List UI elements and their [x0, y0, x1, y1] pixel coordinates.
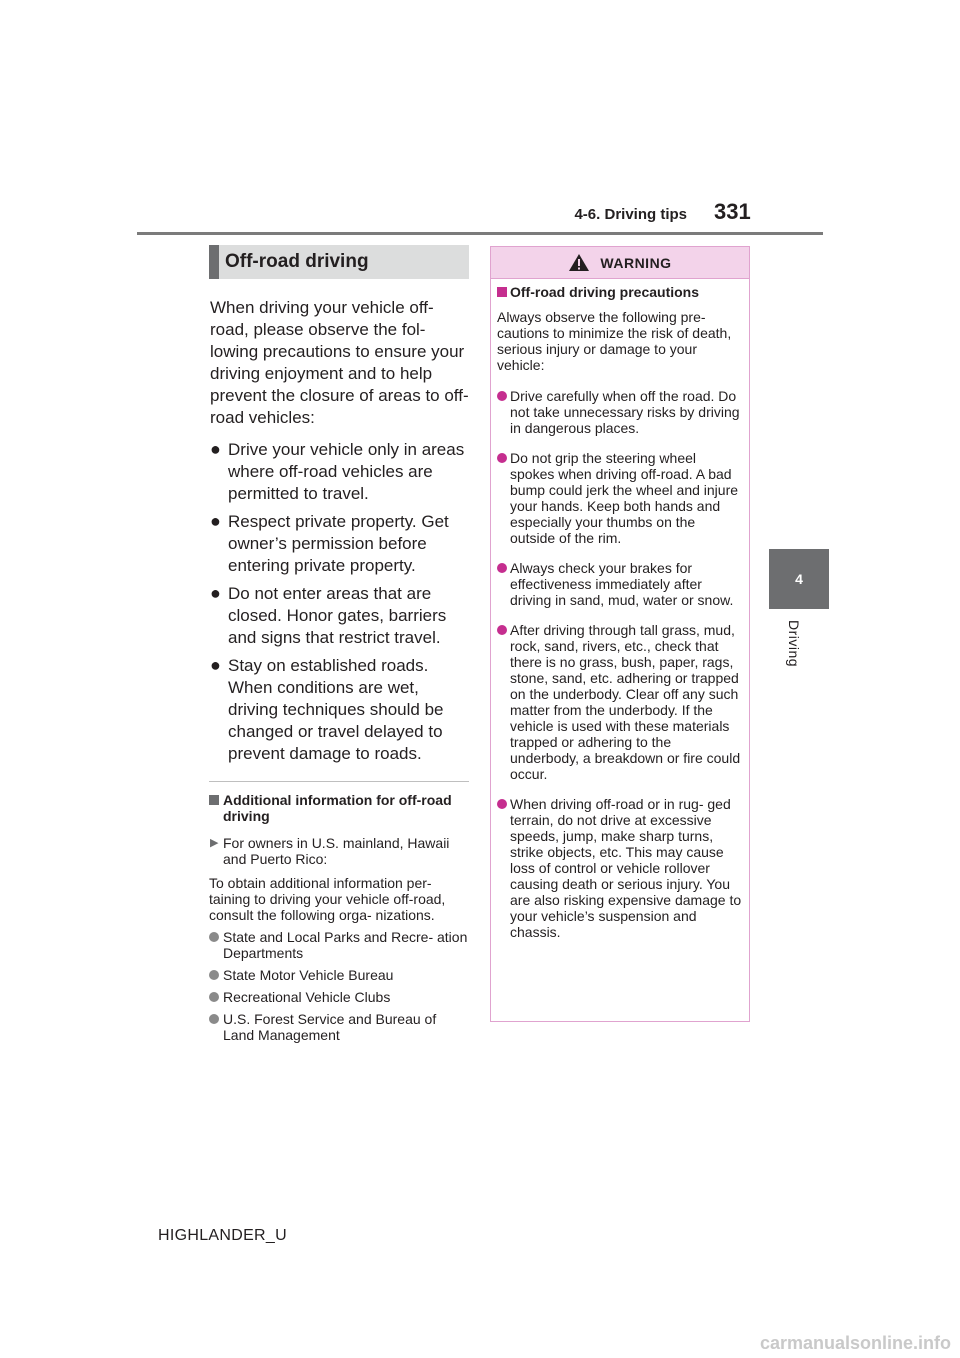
list-item-text: When driving off-road or in rug- ged terrain, do not drive at excessive speeds, jump, make sharp turns, strike objects, etc. This may cause loss of control or vehicle rollover causing death or serious injury. You are also risking expensive damage to your vehicle’s suspension and chassis. [510, 796, 742, 940]
circle-bullet-icon [209, 1014, 219, 1024]
header-rule [137, 232, 823, 235]
circle-bullet-icon [209, 970, 219, 980]
warning-title: Off-road driving precautions [510, 284, 700, 300]
bullet-icon: ● [210, 511, 221, 531]
list-item-text: Do not grip the steering wheel spokes when driving off-road. A bad bump could jerk the wheel and injure your hands. Keep both hands and especially your thumbs on the outside of the rim. [510, 450, 739, 546]
footer-model: HIGHLANDER_U [158, 1227, 287, 1244]
list-item [209, 655, 469, 765]
list-item [497, 388, 743, 436]
additional-info-text: To obtain additional information per- taining to driving your vehicle off-road, consult the following orga- nizations. [209, 875, 446, 923]
list-item [209, 967, 469, 983]
list-item [497, 560, 743, 608]
list-item-text: Drive your vehicle only in areas where off-road vehicles are permitted to travel. [228, 440, 465, 503]
additional-info-title: Additional information for off-road driving [223, 792, 452, 824]
bullet-icon: ● [210, 655, 221, 675]
arrow-right-icon: ▶ [210, 837, 219, 849]
list-item-text: Stay on established roads. When conditions are wet, driving techniques should be changed or travel delayed to prevent damage to roads. [228, 656, 444, 763]
circle-bullet-icon [497, 391, 507, 401]
section-heading: Off-road driving [209, 245, 469, 279]
list-item [497, 796, 743, 940]
warning-triangle-icon [568, 253, 590, 272]
header-section-title: 4-6. Driving tips [574, 206, 687, 223]
warning-label: WARNING [600, 254, 672, 271]
region-note-text: For owners in U.S. mainland, Hawaii and Puerto Rico: [223, 835, 450, 867]
list-item-text: Do not enter areas that are closed. Honor gates, barriers and signs that restrict travel. [228, 584, 447, 647]
list-item-text: After driving through tall grass, mud, rock, sand, rivers, etc., check that there is no grass, bush, paper, rags, stone, sand, etc. adhering or trapped on the underbody. Clear off any such matter from the underbody. If the vehicle is used with these materials trapped or adhering to the underbody, a breakdown or fire could occur. [510, 622, 741, 782]
list-item [209, 1011, 469, 1043]
warning-intro: Always observe the following pre- cautions to minimize the risk of death, serious injury or damage to your vehicle: [497, 309, 732, 373]
list-item [209, 929, 469, 961]
circle-bullet-icon [497, 799, 507, 809]
list-item [209, 583, 469, 649]
chapter-number: 4 [795, 571, 803, 587]
list-item-text: State and Local Parks and Recre- ation Departments [223, 929, 468, 961]
chapter-label: Driving [786, 620, 802, 668]
square-bullet-icon [209, 795, 219, 805]
intro-paragraph: When driving your vehicle off-road, please observe the fol- lowing precautions to ensure your driving enjoyment and to help prevent the closure of areas to off-road vehicles: [210, 298, 469, 427]
additional-info-heading [209, 792, 469, 824]
square-bullet-icon [497, 287, 507, 297]
warning-header [491, 247, 749, 279]
warning-box [490, 246, 750, 1022]
list-item-text: State Motor Vehicle Bureau [223, 967, 394, 983]
list-item [209, 439, 469, 505]
list-item [209, 511, 469, 577]
warning-heading [497, 284, 743, 300]
list-item-text: Always check your brakes for effectiveness immediately after driving in sand, mud, water or snow. [510, 560, 734, 608]
list-item-text: Recreational Vehicle Clubs [223, 989, 391, 1005]
chapter-tab[interactable] [769, 549, 829, 609]
list-item [209, 989, 469, 1005]
region-note [209, 835, 469, 867]
column-divider [209, 781, 469, 782]
circle-bullet-icon [497, 563, 507, 573]
left-column [209, 245, 469, 1049]
list-item-text: Drive carefully when off the road. Do not take unnecessary risks by driving in dangerous places. [510, 388, 740, 436]
bullet-icon: ● [210, 583, 221, 603]
bullet-icon: ● [210, 439, 221, 459]
footer-watermark[interactable]: carmanualsonline.info [759, 1333, 951, 1353]
circle-bullet-icon [209, 992, 219, 1002]
list-item [497, 450, 743, 546]
page-number: 331 [714, 199, 751, 224]
warning-list [497, 388, 743, 940]
list-item-text: U.S. Forest Service and Bureau of Land Management [223, 1011, 437, 1043]
list-item-text: Respect private property. Get owner’s permission before entering private property. [228, 512, 449, 575]
circle-bullet-icon [497, 625, 507, 635]
circle-bullet-icon [209, 932, 219, 942]
precaution-list [209, 439, 469, 765]
warning-body [491, 279, 749, 940]
organization-list [209, 929, 469, 1043]
circle-bullet-icon [497, 453, 507, 463]
list-item [497, 622, 743, 782]
